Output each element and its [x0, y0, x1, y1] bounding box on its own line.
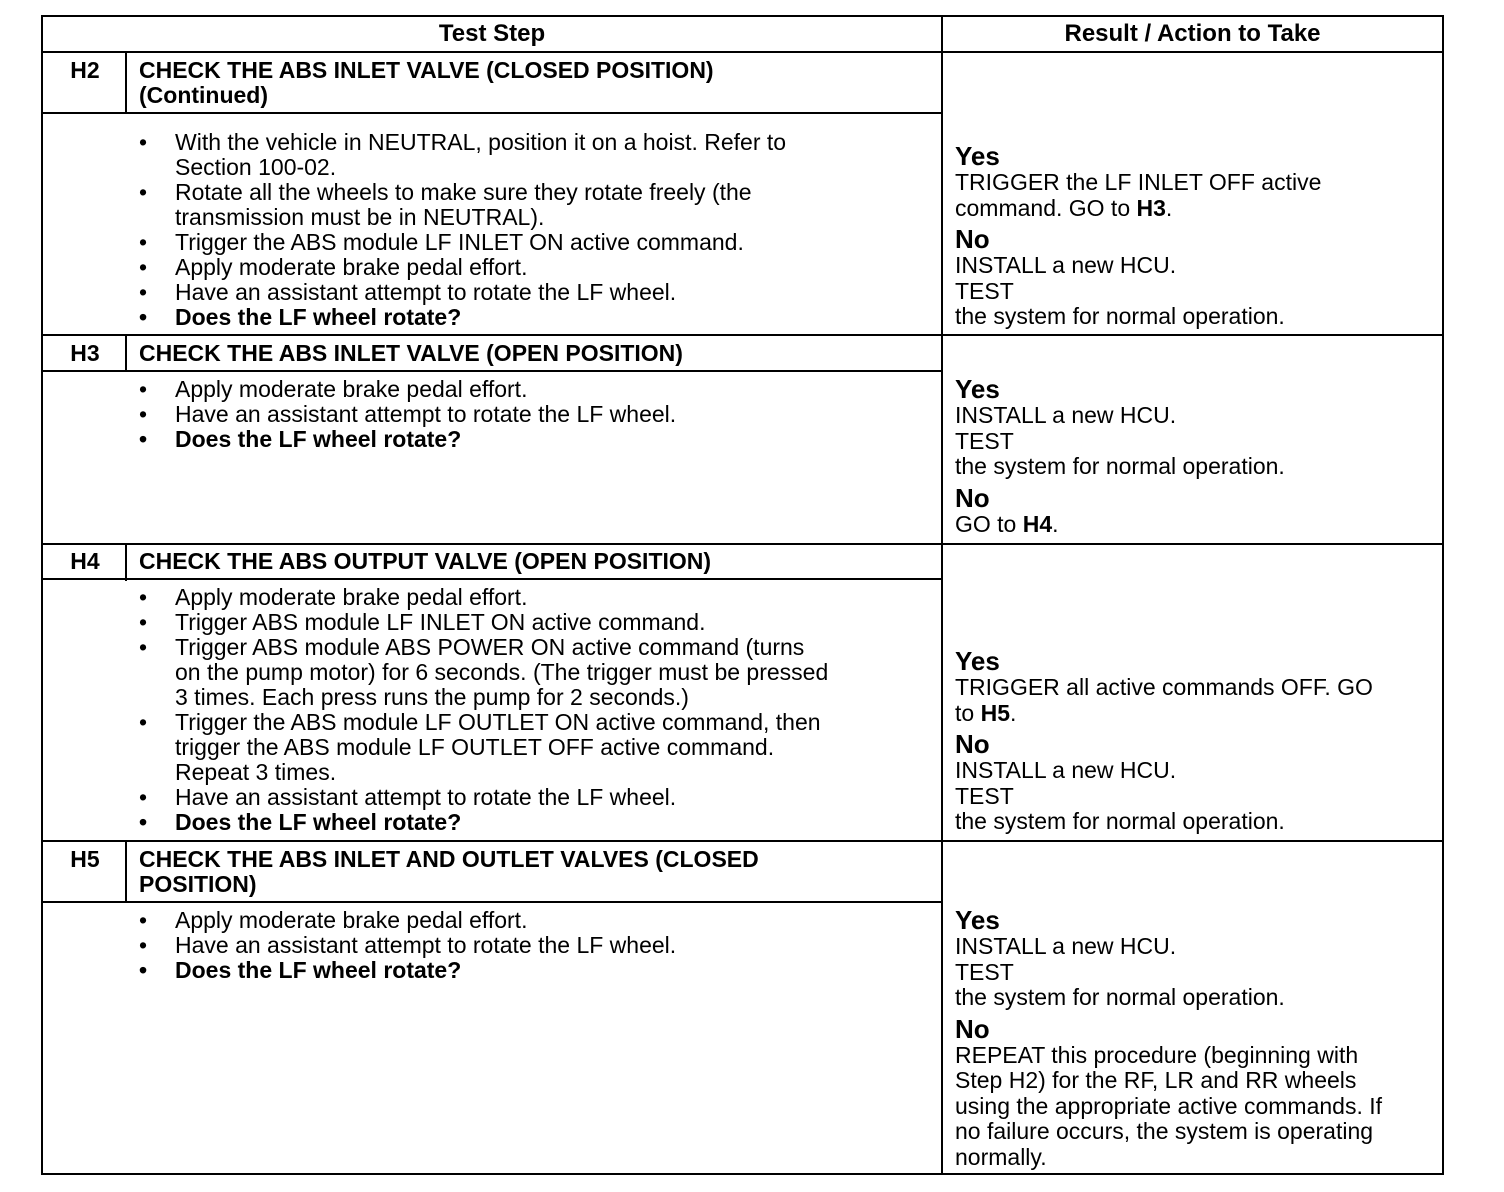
no-label: No — [955, 482, 990, 513]
no-label: No — [955, 729, 990, 759]
step-reference: H3 — [1136, 194, 1166, 221]
procedure-question: • Does the LF wheel rotate? — [139, 305, 929, 330]
column-header-test-step: Test Step — [438, 20, 546, 47]
result-action-cell — [955, 375, 1433, 541]
no-action: INSTALL a new HCU. TEST the system for normal operation. — [955, 757, 1285, 834]
result-action-cell — [955, 142, 1433, 334]
step-rule — [41, 840, 1444, 842]
title-rule — [41, 370, 942, 372]
table-border-left — [41, 15, 43, 1175]
step-title: CHECK THE ABS OUTPUT VALVE (OPEN POSITION) — [139, 548, 712, 574]
column-header-result-action: Result / Action to Take — [1064, 20, 1321, 47]
procedure-bullet: • Trigger the ABS module LF INLET ON active command. — [139, 230, 929, 255]
no-action: GO to H4. — [955, 510, 1059, 537]
step-id: H4 — [70, 548, 100, 574]
no-action: INSTALL a new HCU. TEST the system for normal operation. — [955, 252, 1285, 329]
step-procedure-list — [139, 908, 929, 983]
yes-label: Yes — [955, 374, 1000, 404]
procedure-bullet: • Apply moderate brake pedal effort. — [139, 585, 929, 610]
yes-label: Yes — [955, 646, 1000, 676]
step-reference: H5 — [980, 699, 1010, 726]
step-title: CHECK THE ABS INLET VALVE (OPEN POSITION) — [139, 340, 683, 366]
result-action-cell — [955, 906, 1433, 1174]
step-procedure-list — [139, 130, 929, 330]
procedure-question: • Does the LF wheel rotate? — [139, 958, 929, 983]
procedure-bullet: • Have an assistant attempt to rotate the LF wheel. — [139, 402, 929, 427]
procedure-bullet: • Apply moderate brake pedal effort. — [139, 255, 929, 280]
step-reference: H4 — [1022, 510, 1053, 537]
procedure-bullet: • Trigger ABS module LF INLET ON active command. — [139, 610, 929, 635]
procedure-bullet: • Have an assistant attempt to rotate the LF wheel. — [139, 280, 929, 305]
title-rule — [41, 578, 942, 580]
no-label: No — [955, 224, 990, 254]
procedure-bullet: • Apply moderate brake pedal effort. — [139, 908, 929, 933]
procedure-bullet: • Have an assistant attempt to rotate the LF wheel. — [139, 785, 929, 810]
yes-action: TRIGGER all active commands OFF. GO to H5. — [955, 674, 1373, 726]
yes-action: INSTALL a new HCU. TEST the system for normal operation. — [955, 933, 1285, 1010]
step-procedure-list — [139, 585, 929, 835]
yes-action: TRIGGER the LF INLET OFF active command. GO to H3. — [955, 169, 1322, 221]
procedure-bullet: • Have an assistant attempt to rotate the LF wheel. — [139, 933, 929, 958]
step-procedure-list — [139, 377, 929, 452]
yes-label: Yes — [955, 141, 1000, 171]
procedure-question: • Does the LF wheel rotate? — [139, 427, 929, 452]
procedure-bullet: • Trigger the ABS module LF OUTLET ON active command, then trigger the ABS module LF OUTLET OFF active command. Repeat 3 times. — [139, 710, 929, 785]
step-rule — [41, 334, 1444, 336]
step-title: CHECK THE ABS INLET AND OUTLET VALVES (CLOSED POSITION) — [139, 846, 759, 897]
procedure-bullet: • Trigger ABS module ABS POWER ON active command (turns on the pump motor) for 6 seconds. (The trigger must be pressed 3 times. Each press runs the pump for 2 seconds.) — [139, 635, 929, 710]
column-divider — [941, 15, 943, 1175]
procedure-bullet: • Rotate all the wheels to make sure they rotate freely (the transmission must be in NEUTRAL). — [139, 180, 929, 230]
no-label: No — [955, 1013, 990, 1044]
result-action-cell — [955, 647, 1433, 839]
title-rule — [41, 901, 942, 903]
step-id: H3 — [70, 340, 100, 366]
title-rule — [41, 112, 942, 114]
step-id: H5 — [70, 846, 100, 872]
no-action: REPEAT this procedure (beginning with Step H2) for the RF, LR and RR wheels using the appropriate active commands. If no failure occurs, the system is operating normally. — [955, 1041, 1383, 1170]
table-border-right — [1442, 15, 1444, 1175]
procedure-question: • Does the LF wheel rotate? — [139, 810, 929, 835]
step-rule — [41, 543, 1444, 545]
step-title: CHECK THE ABS INLET VALVE (CLOSED POSITION) (Continued) — [139, 57, 714, 108]
yes-action: INSTALL a new HCU. TEST the system for normal operation. — [955, 402, 1285, 479]
yes-label: Yes — [955, 905, 1000, 935]
procedure-bullet: • Apply moderate brake pedal effort. — [139, 377, 929, 402]
procedure-bullet: • With the vehicle in NEUTRAL, position it on a hoist. Refer to Section 100-02. — [139, 130, 929, 180]
step-id: H2 — [70, 57, 100, 83]
